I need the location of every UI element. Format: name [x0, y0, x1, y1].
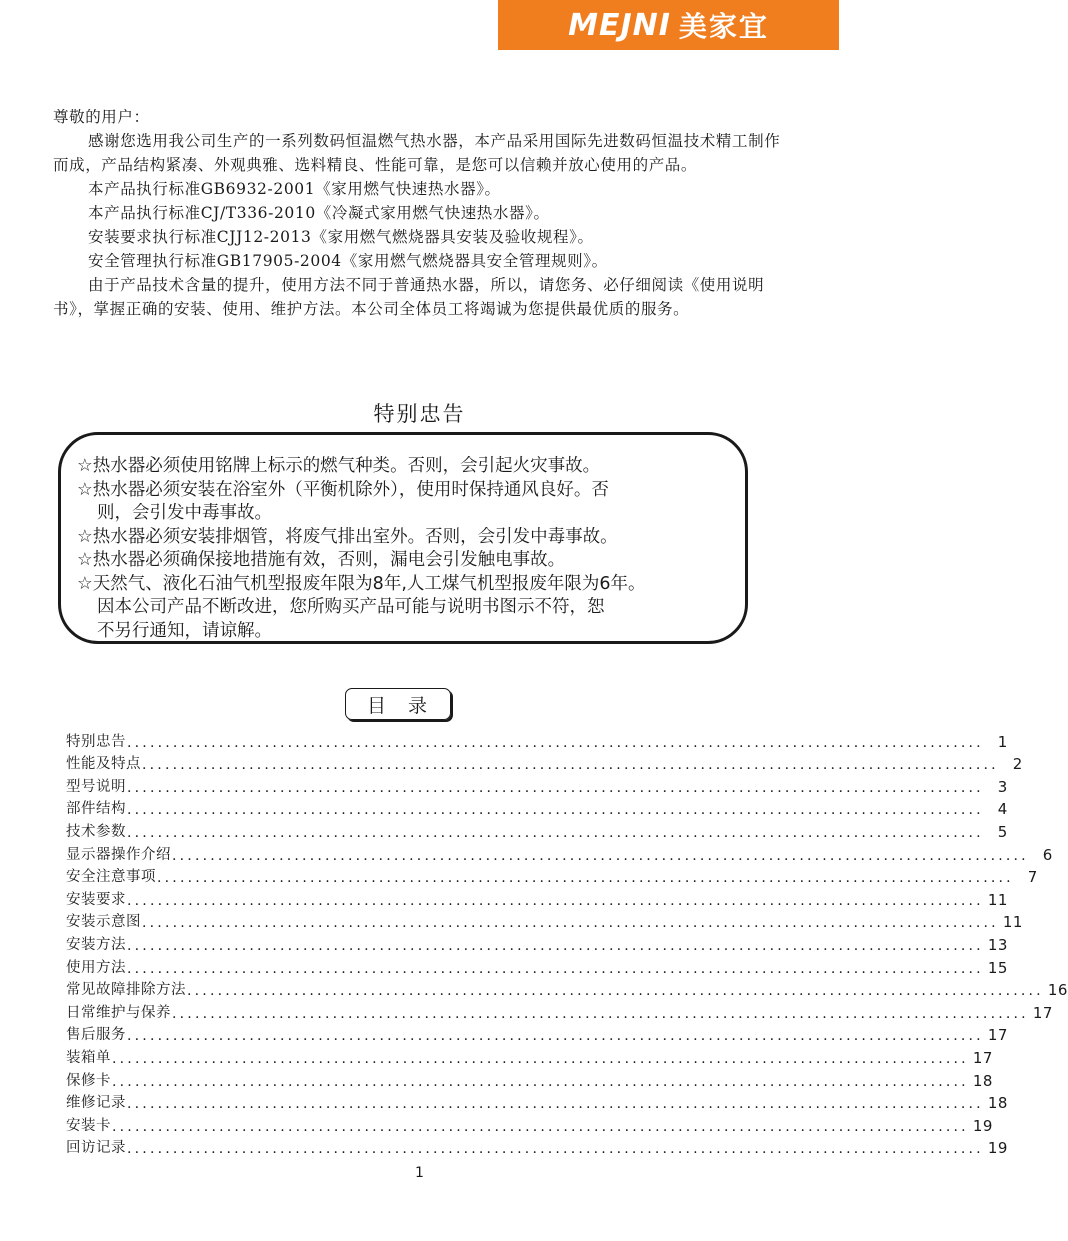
warning-note-continuation: 不另行通知，请谅解。: [97, 620, 272, 641]
toc-entry-label: 日常维护与保养: [66, 1004, 171, 1021]
toc-entry-label: 安装卡: [66, 1117, 111, 1134]
toc-entry-page: 11: [1002, 913, 1023, 932]
toc-entry-label: 保修卡: [66, 1072, 111, 1089]
toc-entry[interactable]: [66, 999, 1053, 1022]
toc-entry-page: 3: [997, 777, 1008, 796]
toc-entry-page: 17: [1032, 1003, 1053, 1022]
brand-logo: MEJNI: [568, 7, 671, 43]
toc-entry[interactable]: [66, 1112, 993, 1135]
toc-dot-leader: ................................................................................................................: [187, 983, 1044, 1000]
toc-entry-label: 特别忠告: [66, 733, 126, 750]
toc-entry-page: 2: [1012, 755, 1023, 774]
toc-entry-label: 回访记录: [66, 1140, 126, 1157]
intro-paragraph: 感谢您选用我公司生产的一系列数码恒温燃气热水器，本产品采用国际先进数码恒温技术精工制作而成，产品结构紧凑、外观典雅、选料精良、性能可靠，是您可以信赖并放心使用的产品。: [53, 132, 781, 174]
page-number: 1: [415, 1165, 424, 1181]
toc-entry-page: 18: [972, 1071, 993, 1090]
toc-dot-leader: ................................................................................................................: [112, 1073, 969, 1090]
standard-line: 本产品执行标准CJ/T336-2010《冷凝式家用燃气快速热水器》。: [88, 204, 550, 222]
toc-entry-page: 4: [997, 800, 1008, 819]
toc-entry-label: 型号说明: [66, 778, 126, 795]
toc-entry-label: 常见故障排除方法: [66, 982, 186, 999]
toc-entry[interactable]: [66, 909, 1023, 932]
toc-entry-label: 装箱单: [66, 1049, 111, 1066]
toc-entry-page: 19: [987, 1139, 1008, 1158]
toc-dot-leader: ................................................................................................................: [112, 1050, 969, 1067]
brand-name: 美家宜: [678, 10, 769, 43]
toc-entry-page: 1: [997, 732, 1008, 751]
toc-dot-leader: ................................................................................................................: [142, 915, 999, 932]
toc-dot-leader: ................................................................................................................: [172, 1005, 1029, 1022]
toc-entry-page: 6: [1042, 845, 1053, 864]
toc-entry[interactable]: [66, 818, 1008, 841]
warning-note: 因本公司产品不断改进，您所购买产品可能与说明书图示不符，恕: [97, 597, 605, 617]
standard-line: 安装要求执行标准CJJ12-2013《家用燃气燃烧器具安装及验收规程》。: [88, 228, 594, 246]
toc-entry[interactable]: [66, 1044, 993, 1067]
toc-entry[interactable]: [66, 1135, 1008, 1158]
toc-entry[interactable]: [66, 864, 1038, 887]
toc-entry[interactable]: [66, 773, 1008, 796]
brand-header: [498, 0, 839, 50]
toc-entry[interactable]: [66, 977, 1068, 1000]
toc-entry-page: 7: [1027, 868, 1038, 887]
toc-entry-page: 16: [1047, 981, 1068, 1000]
toc-dot-leader: ................................................................................................................: [127, 960, 984, 977]
toc-entry[interactable]: [66, 931, 1008, 954]
toc-dot-leader: ................................................................................................................: [112, 1118, 969, 1135]
toc-entry[interactable]: [66, 728, 1008, 751]
toc-dot-leader: ................................................................................................................: [127, 1028, 984, 1045]
toc-entry[interactable]: [66, 1022, 1008, 1045]
toc-entry-label: 部件结构: [66, 801, 126, 818]
toc-entry-page: 19: [972, 1116, 993, 1135]
toc-dot-leader: ................................................................................................................: [157, 870, 1014, 887]
warning-item: ☆热水器必须安装在浴室外（平衡机除外），使用时保持通风良好。否: [77, 479, 609, 500]
toc-entry-label: 安装示意图: [66, 914, 141, 931]
toc-dot-leader: ................................................................................................................: [142, 757, 999, 774]
toc-entry-label: 性能及特点: [66, 756, 141, 773]
intro-paragraph: 由于产品技术含量的提升，使用方法不同于普通热水器，所以，请您务、必仔细阅读《使用说明书》，掌握正确的安装、使用、维护方法。本公司全体员工将竭诚为您提供最优质的服务。: [53, 276, 765, 318]
standard-line: 安全管理执行标准GB17905-2004《家用燃气燃烧器具安全管理规则》。: [88, 252, 608, 270]
greeting: 尊敬的用户：: [53, 108, 150, 126]
toc-entry-label: 技术参数: [66, 823, 126, 840]
toc-entry-label: 维修记录: [66, 1095, 126, 1112]
toc-entry[interactable]: [66, 841, 1053, 864]
warning-box: [58, 432, 748, 644]
toc-entry[interactable]: [66, 1067, 993, 1090]
toc-entry-page: 17: [972, 1048, 993, 1067]
toc-entry-page: 18: [987, 1094, 1008, 1113]
toc-entry-label: 安装要求: [66, 891, 126, 908]
toc-dot-leader: ................................................................................................................: [127, 802, 984, 819]
toc-entry-page: 13: [987, 935, 1008, 954]
toc-entry[interactable]: [66, 954, 1008, 977]
toc-entry[interactable]: [66, 751, 1023, 774]
toc-entry-page: 17: [987, 1026, 1008, 1045]
warning-item: ☆热水器必须安装排烟管，将废气排出室外。否则，会引发中毒事故。: [77, 526, 618, 547]
warning-item: ☆热水器必须确保接地措施有效，否则，漏电会引发触电事故。: [77, 550, 566, 570]
toc-dot-leader: ................................................................................................................: [127, 937, 984, 954]
toc-entry-label: 使用方法: [66, 959, 126, 976]
standard-line: 本产品执行标准GB6932-2001《家用燃气快速热水器》。: [88, 180, 501, 198]
warning-item-continuation: 则，会引发中毒事故。: [97, 503, 272, 523]
toc-entry[interactable]: [66, 1090, 1008, 1113]
toc-entry-page: 5: [997, 822, 1008, 841]
table-of-contents: [66, 728, 1068, 1158]
toc-dot-leader: ................................................................................................................: [127, 1096, 984, 1113]
toc-entry[interactable]: [66, 886, 1008, 909]
toc-entry[interactable]: [66, 796, 1008, 819]
toc-entry-label: 安装方法: [66, 936, 126, 953]
toc-entry-label: 售后服务: [66, 1027, 126, 1044]
toc-dot-leader: ................................................................................................................: [127, 734, 984, 751]
toc-dot-leader: ................................................................................................................: [127, 824, 984, 841]
toc-title: 目录: [345, 688, 451, 720]
toc-entry-label: 显示器操作介绍: [66, 846, 171, 863]
warning-item: ☆天然气、液化石油气机型报废年限为8年,人工煤气机型报废年限为6年。: [77, 573, 646, 594]
warning-title: 特别忠告: [373, 402, 466, 426]
toc-dot-leader: ................................................................................................................: [127, 1141, 984, 1158]
toc-dot-leader: ................................................................................................................: [127, 779, 984, 796]
warning-item: ☆热水器必须使用铭牌上标示的燃气种类。否则，会引起火灾事故。: [77, 456, 601, 476]
toc-entry-page: 15: [987, 958, 1008, 977]
intro-letter: [53, 105, 783, 321]
toc-entry-page: 11: [987, 890, 1008, 909]
toc-entry-label: 安全注意事项: [66, 869, 156, 886]
toc-dot-leader: ................................................................................................................: [127, 892, 984, 909]
toc-dot-leader: ................................................................................................................: [172, 847, 1029, 864]
